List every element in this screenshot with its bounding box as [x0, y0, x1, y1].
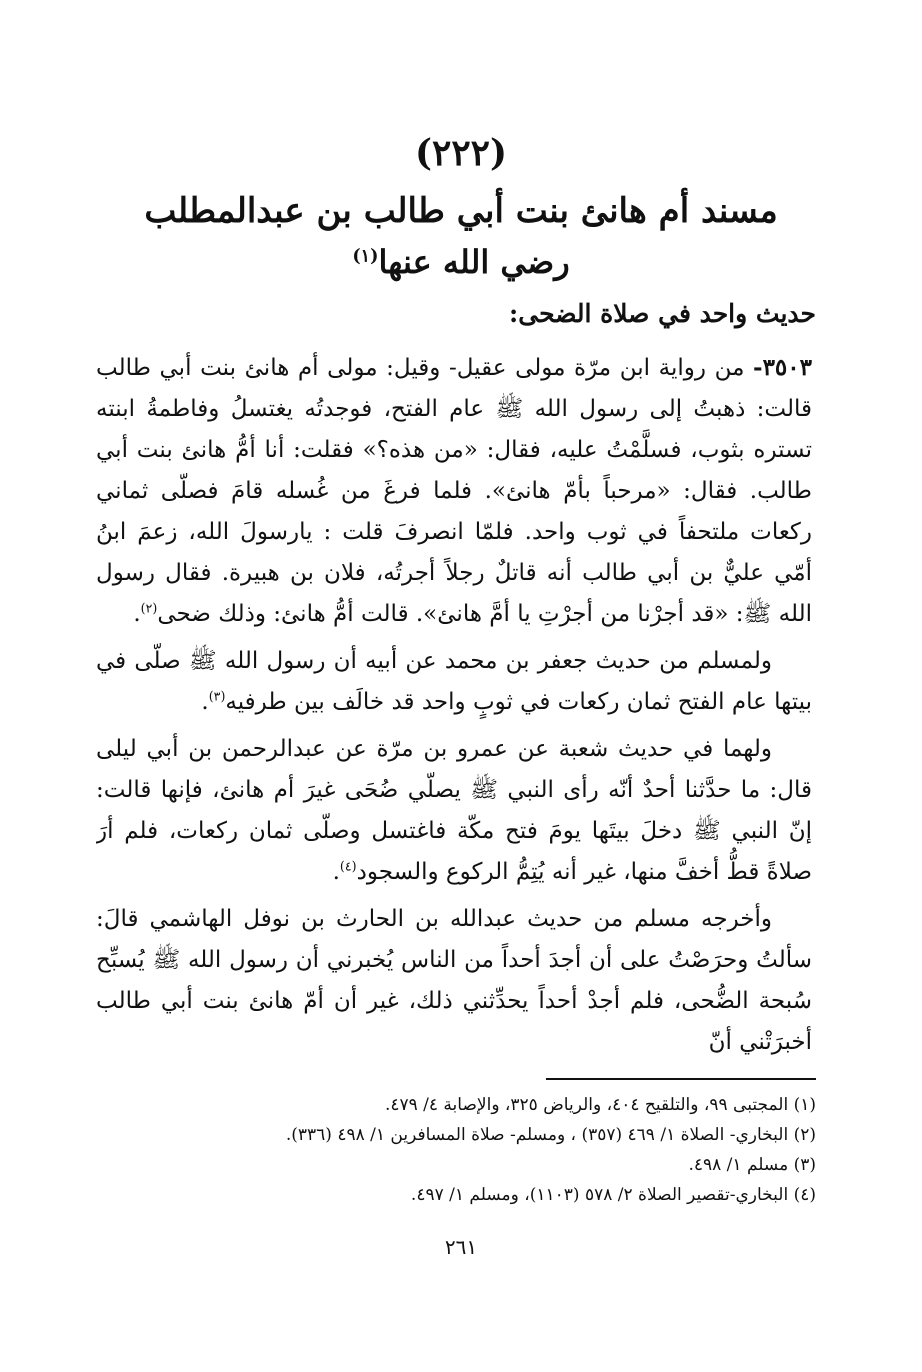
footnote-4: (٤) البخاري-تقصير الصلاة ٢/ ٥٧٨ (١١٠٣)، ومسلم ١/ ٤٩٧.: [410, 1185, 816, 1205]
subtitle-footnote-marker: (١): [352, 245, 379, 267]
paragraph-text: ولمسلم من حديث جعفر بن محمد عن أبيه أن رسول الله ﷺ صلّى في بيتها عام الفتح ثمان ركعات في ثوبٍ واحد قد خالَف بين طرفيه: [96, 648, 812, 715]
paragraph-text: ولهما في حديث شعبة عن عمرو بن مرّة عن عبدالرحمن بن أبي ليلى قال: ما حدَّثنا أحدٌ أنّه رأى النبي ﷺ يصلّي ضُحَى غيرَ أم هانئ، فإنها قالت: إنّ النبي ﷺ دخلَ بيتَها يومَ فتح مكّة فاغتسل وصلّى ثمان ركعات، فلم أرَ صلاةً قطُّ أخفَّ منها، غير أنه يُتِمُّ الركوع والسجود: [96, 736, 812, 885]
footnote-2: (٢) البخاري- الصلاة ١/ ٤٦٩ (٣٥٧) ، ومسلم- صلاة المسافرين ١/ ٤٩٨ (٣٣٦).: [285, 1125, 816, 1145]
musnad-number: (٢٢٢): [414, 132, 508, 174]
hadith-number: ٣٥٠٣-: [753, 354, 812, 381]
page-number: ٢٦١: [444, 1235, 478, 1259]
footnotes: [116, 1090, 816, 1220]
page-title: مسند أم هانئ بنت أبي طالب بن عبدالمطلب: [144, 191, 778, 231]
footnote-marker: (٤): [339, 858, 357, 874]
paragraph-abdullah-bin-harith: [96, 899, 812, 1063]
body-text: [96, 347, 812, 1067]
paragraph-shuba: ولهما في حديث شعبة عن عمرو بن مرّة عن عبدالرحمن بن أبي ليلى قال: ما حدَّثنا أحدٌ أنّه رأى النبي ﷺ يصلّي ضُحَى غيرَ أم هانئ، فإنها قالت: إنّ النبي ﷺ دخلَ بيتَها يومَ فتح مكّة فاغتسل وصلّى ثمان ركعات، فلم أرَ صلاةً قطُّ أخفَّ منها، غير أنه يُتِمُّ الركوع والسجود$^{(٤)}$.: [96, 736, 812, 885]
paragraph-muslim: ولمسلم من حديث جعفر بن محمد عن أبيه أن رسول الله ﷺ صلّى في بيتها عام الفتح ثمان ركعات في ثوبٍ واحد قد خالَف بين طرفيه$^{(٣)}$.: [96, 648, 812, 715]
paragraph-text: من رواية ابن مرّة مولى عقيل- وقيل: مولى أم هانئ بنت أبي طالب قالت: ذهبتُ إلى رسول الله ﷺ عام الفتح، فوجدتُه يغتسلُ وفاطمةُ ابنته تستره بثوب، فسلَّمْتُ عليه، فقال: «من هذه؟» فقلت: أنا أمُّ هانئ بنت أبي طالب. فقال: «مرحباً بأمّ هانئ». فلما فرغَ من غُسله قامَ فصلّى ثماني ركعات ملتحفاً في ثوب واحد. فلمّا انصرفَ قلت : يارسولَ الله، زعمَ ابنُ أمّي عليٌّ بن أبي طالب أنه قاتلٌ رجلاً أجرتُه، فلان بن هبيرة. فقال رسول الله ﷺ: «قد أجرْنا من أجرْتِ يا أمَّ هانئ». قالت أمُّ هانئ: وذلك ضحى: [96, 355, 812, 627]
page-subtitle: [0, 238, 922, 286]
footnote-3: (٣) مسلم ١/ ٤٩٨.: [688, 1155, 816, 1175]
section-heading: حديث واحد في صلاة الضحى:: [509, 299, 816, 328]
subtitle-text: رضي الله عنها: [378, 243, 570, 281]
footnote-marker: (٣): [208, 688, 226, 704]
paragraph-hadith-3503: ٣٥٠٣- من رواية ابن مرّة مولى عقيل- وقيل: مولى أم هانئ بنت أبي طالب قالت: ذهبتُ إلى رسول الله ﷺ عام الفتح، فوجدتُه يغتسلُ وفاطمةُ ابنته تستره بثوب، فسلَّمْتُ عليه، فقال: «من هذه؟» فقلت: أنا أمُّ هانئ بنت أبي طالب. فقال: «مرحباً بأمّ هانئ». فلما فرغَ من غُسله قامَ فصلّى ثماني ركعات ملتحفاً في ثوب واحد. فلمّا انصرفَ قلت : يارسولَ الله، زعمَ ابنُ أمّي عليٌّ بن أبي طالب أنه قاتلٌ رجلاً أجرتُه، فلان بن هبيرة. فقال رسول الله ﷺ: «قد أجرْنا من أجرْتِ يا أمَّ هانئ». قالت أمُّ هانئ: وذلك ضحى$^{(٢)}$.: [96, 354, 812, 627]
paragraph-text: وأخرجه مسلم من حديث عبدالله بن الحارث بن نوفل الهاشمي قالَ: سألتُ وحرَصْتُ على أن أجدَ أحداً من الناس يُخبرني أن رسول الله ﷺ يُسبِّح سُبحة الضُّحى، فلم أجدْ أحداً يحدِّثني ذلك، غير أن أمّ هانئ بنت أبي طالب أخبرَتْني أنّ: [96, 906, 812, 1055]
footnote-marker: (٢): [140, 600, 158, 616]
footnote-1: (١) المجتبى ٩٩، والتلقيح ٤٠٤، والرياض ٣٢٥، والإصابة ٤/ ٤٧٩.: [384, 1095, 816, 1115]
footnote-divider: [546, 1078, 816, 1080]
